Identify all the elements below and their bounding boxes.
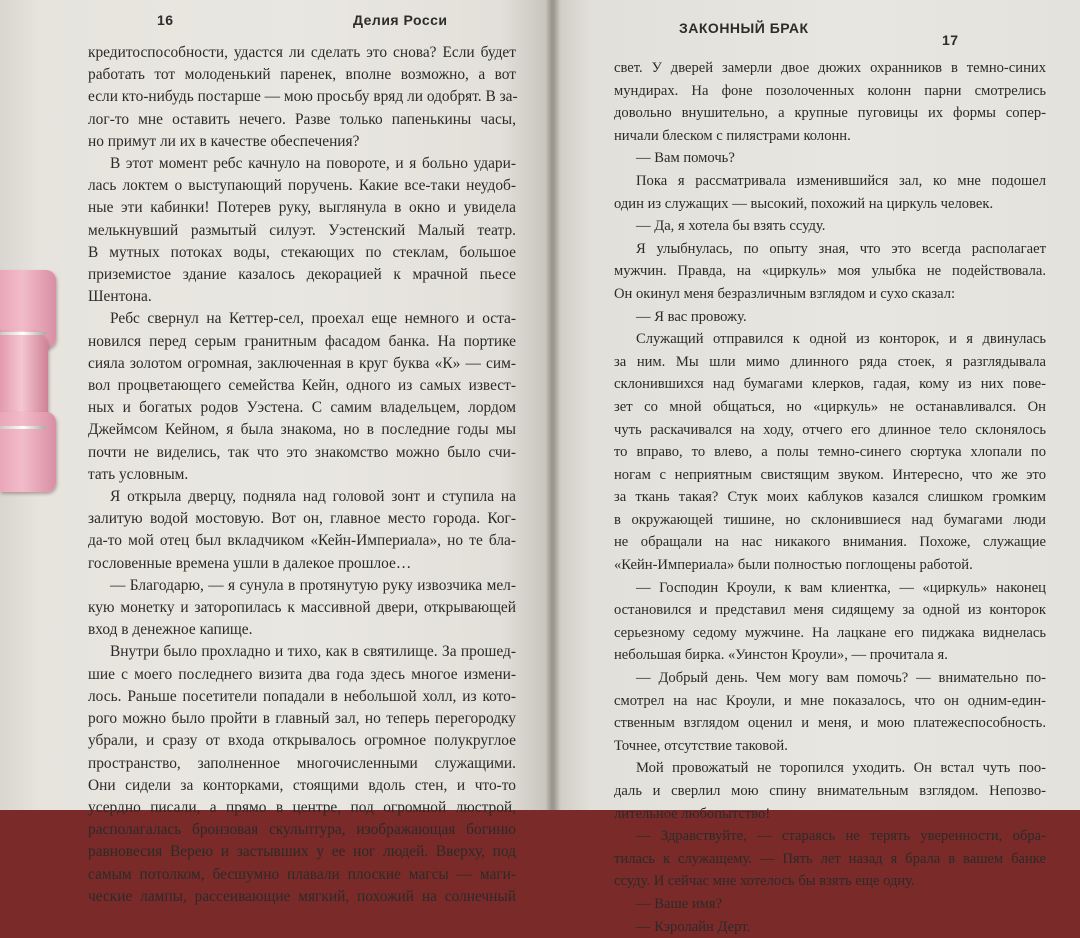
text-line: Джеймсом Кейном, я была знакома, но в последние годы мы [88,421,516,439]
text-line: Пока я рассматривала изменившийся зал, ко мне подошел [636,172,1046,189]
text-line: лось. Раньше посетители попадали в небольшой холл, из кото- [88,687,516,705]
clip-wire [0,426,46,429]
text-line: самым потолком, бесшумно плавали плоские магсы — маги- [88,865,516,883]
text-line: Служащий отправился к одной из конторок, и я двинулась [636,331,1046,348]
right-page [552,0,1080,935]
text-line: Он окинул меня безразличным взглядом и сухо сказал: [614,285,956,302]
text-line: В этот момент ребс качнуло на повороте, и я больно удари- [110,155,516,173]
text-line: убрали, и сразу от входа открывалось огромное полукруглое [88,732,516,750]
text-line: В мутных потоках воды, стекающих по стеклам, большое [88,243,516,261]
text-line: — Вам помочь? [636,150,735,167]
right-page-number: 17 [942,32,959,48]
text-line: — Добрый день. Чем могу вам помочь? — внимательно по- [636,670,1046,687]
text-line: мундирах. На фоне позолоченных колонн парни смотрелись [614,82,1046,99]
text-line: залитую водой мостовую. Вот он, главное место города. Ког- [88,510,516,528]
text-line: но примут ли их в качестве обеспечения? [88,132,360,150]
left-page [0,0,552,905]
text-line: Внутри было прохладно и тихо, как в святилище. За прошед- [110,643,516,661]
text-line: Я улыбнулась, по опыту зная, что это всегда располагает [636,240,1046,257]
text-line: вол процветающего семейства Кейн, одного из самых извест- [88,377,516,395]
text-line: серьезному седому мужчине. На лацкане его пиджака виднелась [614,624,1046,641]
text-line: один из служащих — высокий, похожий на циркуль человек. [614,195,994,212]
text-line: лог-то мне оставить нечего. Разве только папенькины часы, [88,110,516,128]
text-line: тилась к служащему. — Пять лет назад я брала в вашем банке [614,850,1046,867]
text-line: располагалась бронзовая скульптура, изображающая богиню [88,821,516,839]
text-line: пространство, заполненное многочисленными служащими. [88,754,516,772]
text-line: ных и богатых родов Уэстена. С самим владельцем, лордом [88,399,516,417]
text-line: чуть раскачивался на ходу, отчего его длинное тело склонялось [614,421,1046,438]
text-line: да-то мой отец был вкладчиком «Кейн-Империала», но те бла- [88,532,516,550]
text-line: кую монетку и заторопилась к массивной двери, открывающей [88,599,516,617]
text-line: ссуду. И сейчас мне хотелось бы взять еще одну. [614,873,915,890]
text-line: то вправо, то влево, а полы темно-синего сюртука хлопали по [614,444,1046,461]
text-line: ственным взглядом оценил и меня, и мою платежеспособность. [614,715,1046,732]
text-line: «Кейн-Империала» были полностью поглощены работой. [614,557,973,574]
text-line: сияла золотом огромная, заключенная в круг буква «К» — сим- [88,354,516,372]
text-line: ничали блеском с пилястрами колонн. [614,127,851,144]
book-gutter [546,0,560,810]
left-page-number: 16 [157,12,174,28]
left-page-text [88,42,516,908]
text-line: работать тот молоденький паренек, вполне возможно, а вот [88,66,516,84]
text-line: за ткань такая? Стук моих каблуков казался слишком громким [614,489,1046,506]
text-line: — Ваше имя? [636,895,723,912]
text-line: склонившихся над бумагами клерков, гадая, кому из них пове- [614,376,1046,393]
text-line: смотрел на нас Кроули, и мне показалось, что он одним-един- [614,692,1046,709]
text-line: мужчин. Правда, на «циркуль» моя улыбка не подействовала. [614,263,1046,280]
text-line: свет. У дверей замерли двое дюжих охранников в темно-синих [614,60,1046,76]
text-line: рого можно было пройти в главный зал, но теперь перегородку [88,710,516,728]
text-line: — Я вас провожу. [636,308,747,325]
text-line: почти не виделись, так что это знакомство можно было счи- [88,443,516,461]
text-line: вход в денежное капище. [88,621,253,639]
text-line: если кто-нибудь постарше — мою просьбу вряд ли одобрят. В за- [88,88,518,106]
text-line: Ребс свернул на Кеттер-сел, проехал еще немного и оста- [110,310,516,328]
text-line: усердно писали, а прямо в центре, под огромной люстрой, [88,798,516,816]
text-line: тать условным. [88,465,189,483]
text-line: гословенные времена ушли в далекое прошлое… [88,554,412,572]
right-page-text [614,57,1046,938]
text-line: Я открыла дверцу, подняла над головой зонт и ступила на [110,488,516,506]
left-running-header: Делия Росси [353,12,448,28]
clip-segment [0,412,56,492]
text-line: новился перед серым гранитным фасадом банка. На портике [88,332,516,350]
text-line: — Благодарю, — я сунула в протянутую руку извозчика мел- [110,576,516,594]
text-line: Мой провожатый не торопился уходить. Он встал чуть поо- [636,760,1046,777]
text-line: Шентона. [88,288,152,306]
pink-bookmark-clip [0,270,58,492]
text-line: приземистое здание казалось декорацией к мрачной пьесе [88,266,516,284]
clip-wire [0,332,46,335]
text-line: шие с моего последнего визита два года здесь многое измени- [88,665,516,683]
text-line: ные эти кабинки! Потерев руку, выглянула в окно и увидела [88,199,516,217]
text-line: не обращали на нас никакого внимания. Похоже, служащие [614,534,1046,551]
text-line: — Кэролайн Дерт. [636,918,751,935]
text-line: за ним. Мы шли мимо длинного ряда стоек, я разглядывала [614,353,1046,370]
text-line: Точнее, отсутствие таковой. [614,737,788,754]
text-line: в окружающей тишине, но склонившиеся над бумагами люди [614,511,1046,528]
text-line: небольшая бирка. «Уинстон Кроули», — прочитала я. [614,647,948,664]
text-line: кредитоспособности, удастся ли сделать это снова? Если будет [88,44,516,61]
text-line: равновесия Верею и застывших у ее ног людей. Вверху, под [88,843,516,861]
text-line: лась локтем о выступающий поручень. Какие все-таки неудоб- [88,177,516,195]
text-line: Они сидели за конторками, стоящими вдоль стен, и что-то [88,776,516,794]
right-running-header: ЗАКОННЫЙ БРАК [679,20,809,36]
text-line: ческие лампы, рассеивающие мягкий, похожий на солнечный [88,887,516,905]
text-line: — Здравствуйте, — стараясь не терять уверенности, обра- [636,828,1046,845]
text-line: лительное любопытство! [614,805,771,822]
text-line: мелькнувший размытый силуэт. Уэстенский Малый театр. [88,221,516,239]
text-line: даль и сверлил мою спину внимательным взглядом. Непозво- [614,783,1046,799]
text-line: остановился и представил меня сидящему за одной из конторок [614,602,1046,619]
text-line: — Да, я хотела бы взять ссуду. [636,218,826,235]
text-line: ногам с неприятным свистящим звуком. Интересно, что же это [614,466,1046,483]
text-line: зет со мной общаться, но «циркуль» не останавливался. Он [614,398,1046,415]
text-line: — Господин Кроули, к вам клиентка, — «циркуль» наконец [636,579,1046,596]
text-line: довольно внушительно, а крупные пуговицы их формы сопер- [614,105,1046,122]
